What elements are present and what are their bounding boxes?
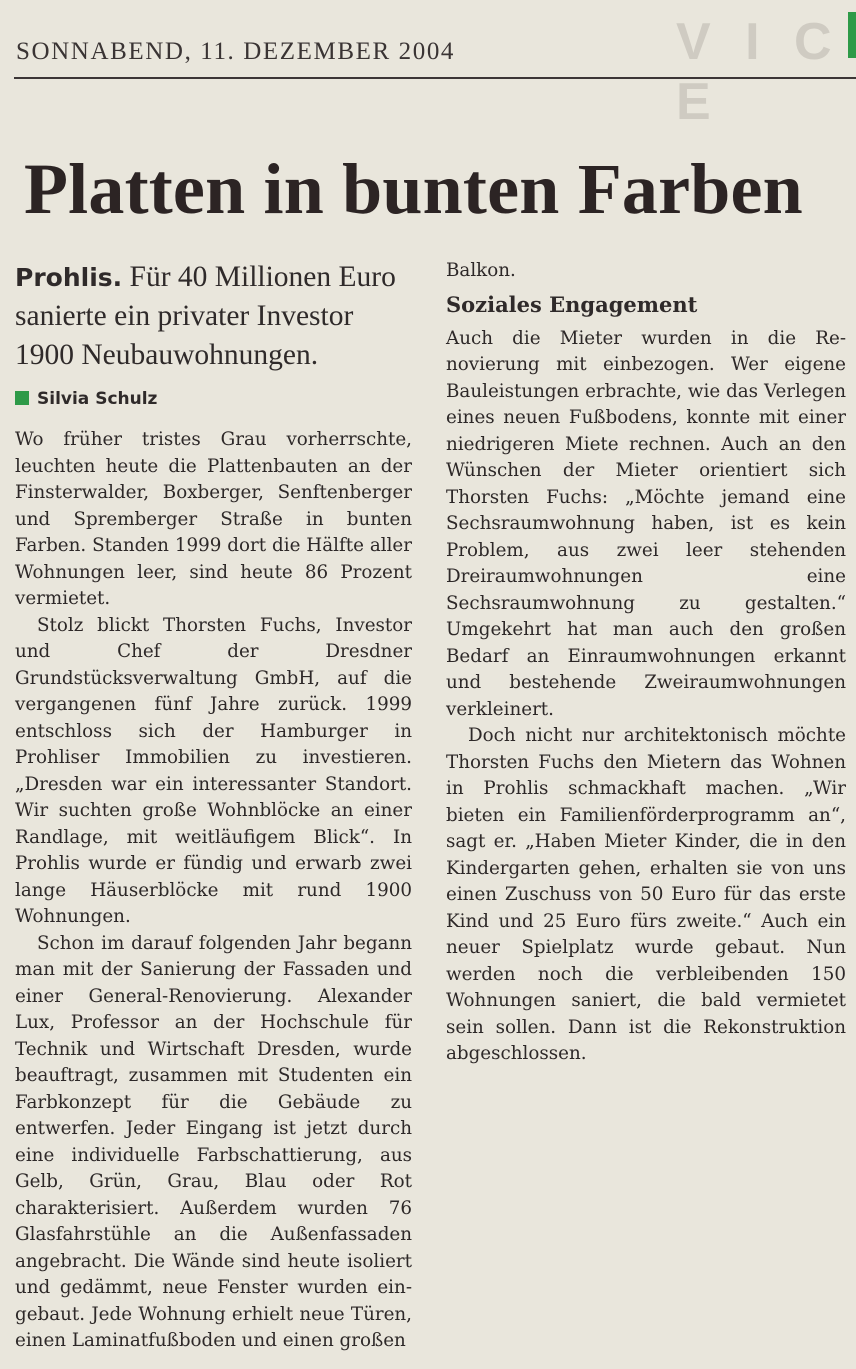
paragraph-continuation: Balkon. [446, 260, 516, 281]
section-color-marker [848, 12, 856, 58]
paragraph: Auch die Mieter wurden in die Renovierung mit einbezogen. Wer eigene Bauleistungen erbrachte, wie das Verlegen eines neuen Fußbodens, konnte mit einer niedrigeren Miete rechnen. Auch an den Wünschen der Mieter orientiert sich Thorsten Fuchs: „Möchte jemand eine Sechsraumwohnung haben, ist es kein Problem, aus zwei leer stehenden Dreiraumwohnungen eine Sechsraumwohnung zu gestalten.“ Umgekehrt hat man auch den großen Bedarf an Einraumwohnungen erkannt und bestehende Zweiraumwohnungen verkleinert. [446, 327, 846, 720]
headline: Platten in bunten Farben [24, 149, 803, 229]
column-right [446, 258, 846, 1068]
header-rule [14, 77, 856, 79]
body-part-1 [15, 427, 412, 1355]
column-left [15, 258, 412, 1355]
subheading: Soziales Engagement [446, 291, 698, 317]
paragraph: Doch nicht nur architektonisch möchte Thorsten Fuchs den Mietern das Wohnen in Prohlis schmackhaft machen. „Wir bieten ein Familienförderprogramm an“, sagt er. „Haben Mieter Kinder, die in den Kindergarten gehen, erhalten sie von uns einen Zuschuss von 50 Euro für das erste Kind und 25 Euro fürs zweite.“ Auch ein neuer Spielplatz wurde gebaut. Nun werden noch die verbleibenden 150 Wohnungen saniert, die bald vermietet sein sollen. Dann ist die Rekonstruktion abgeschlossen. [446, 725, 846, 1064]
paragraph-continued: Schon im darauf folgenden Jahr begann man mit der Sanierung der Fassaden und einer General-Renovierung. Alexander Lux, Professor an der Hochschule für Technik und Wirtschaft Dresden, wurde beauftragt, zusammen mit Studenten ein Farbkonzept für die Gebäude zu entwerfen. Jeder Eingang ist jetzt durch eine individuelle Farbschattierung, aus Gelb, Grün, Grau, Blau oder Rot charakterisiert. Außerdem wurden 76 Glasfahrstühle an die Außenfassaden angebracht. Die Wände sind heute isoliert und gedämmt, neue Fenster wurden eingebaut. Jede Wohnung erhielt neue Türen, einen Laminatfußboden und einen großen [15, 932, 412, 1351]
lead [15, 258, 412, 375]
byline-marker [15, 391, 29, 405]
lead-text: Für 40 Millionen Euro sanierte ein privater Investor 1900 Neubauwohnungen. [15, 261, 396, 371]
paragraph: Stolz blickt Thorsten Fuchs, Investor und Chef der Dresdner Grundstücksverwaltung GmbH, auf die vergangenen fünf Jahre zurück. 1999 entschloss sich der Hamburger in Prohliser Immobilien zu investieren. „Dresden war ein interessanter Standort. Wir suchten große Wohnblöcke an einer Randlage, mit weitläufigem Blick“. In Prohlis wurde er fündig und erwarb zwei lange Häuserblöcke mit rund 1900 Wohnungen. [15, 614, 412, 927]
dateline: SONNABEND, 11. DEZEMBER 2004 [16, 38, 456, 65]
paragraph: Wo früher tristes Grau vorherrschte, leuchten heute die Plattenbauten an der Finsterwalder, Boxberger, Senftenberger und Spremberger Straße in bunten Farben. Standen 1999 dort die Hälfte aller Wohnungen leer, sind heute 86 Prozent vermietet. [15, 429, 412, 609]
byline [15, 388, 412, 410]
section-fragment: V I C E [676, 13, 842, 131]
lead-place: Prohlis. [15, 263, 123, 292]
body-part-2 [446, 258, 846, 1068]
author-name: Silvia Schulz [37, 389, 158, 409]
